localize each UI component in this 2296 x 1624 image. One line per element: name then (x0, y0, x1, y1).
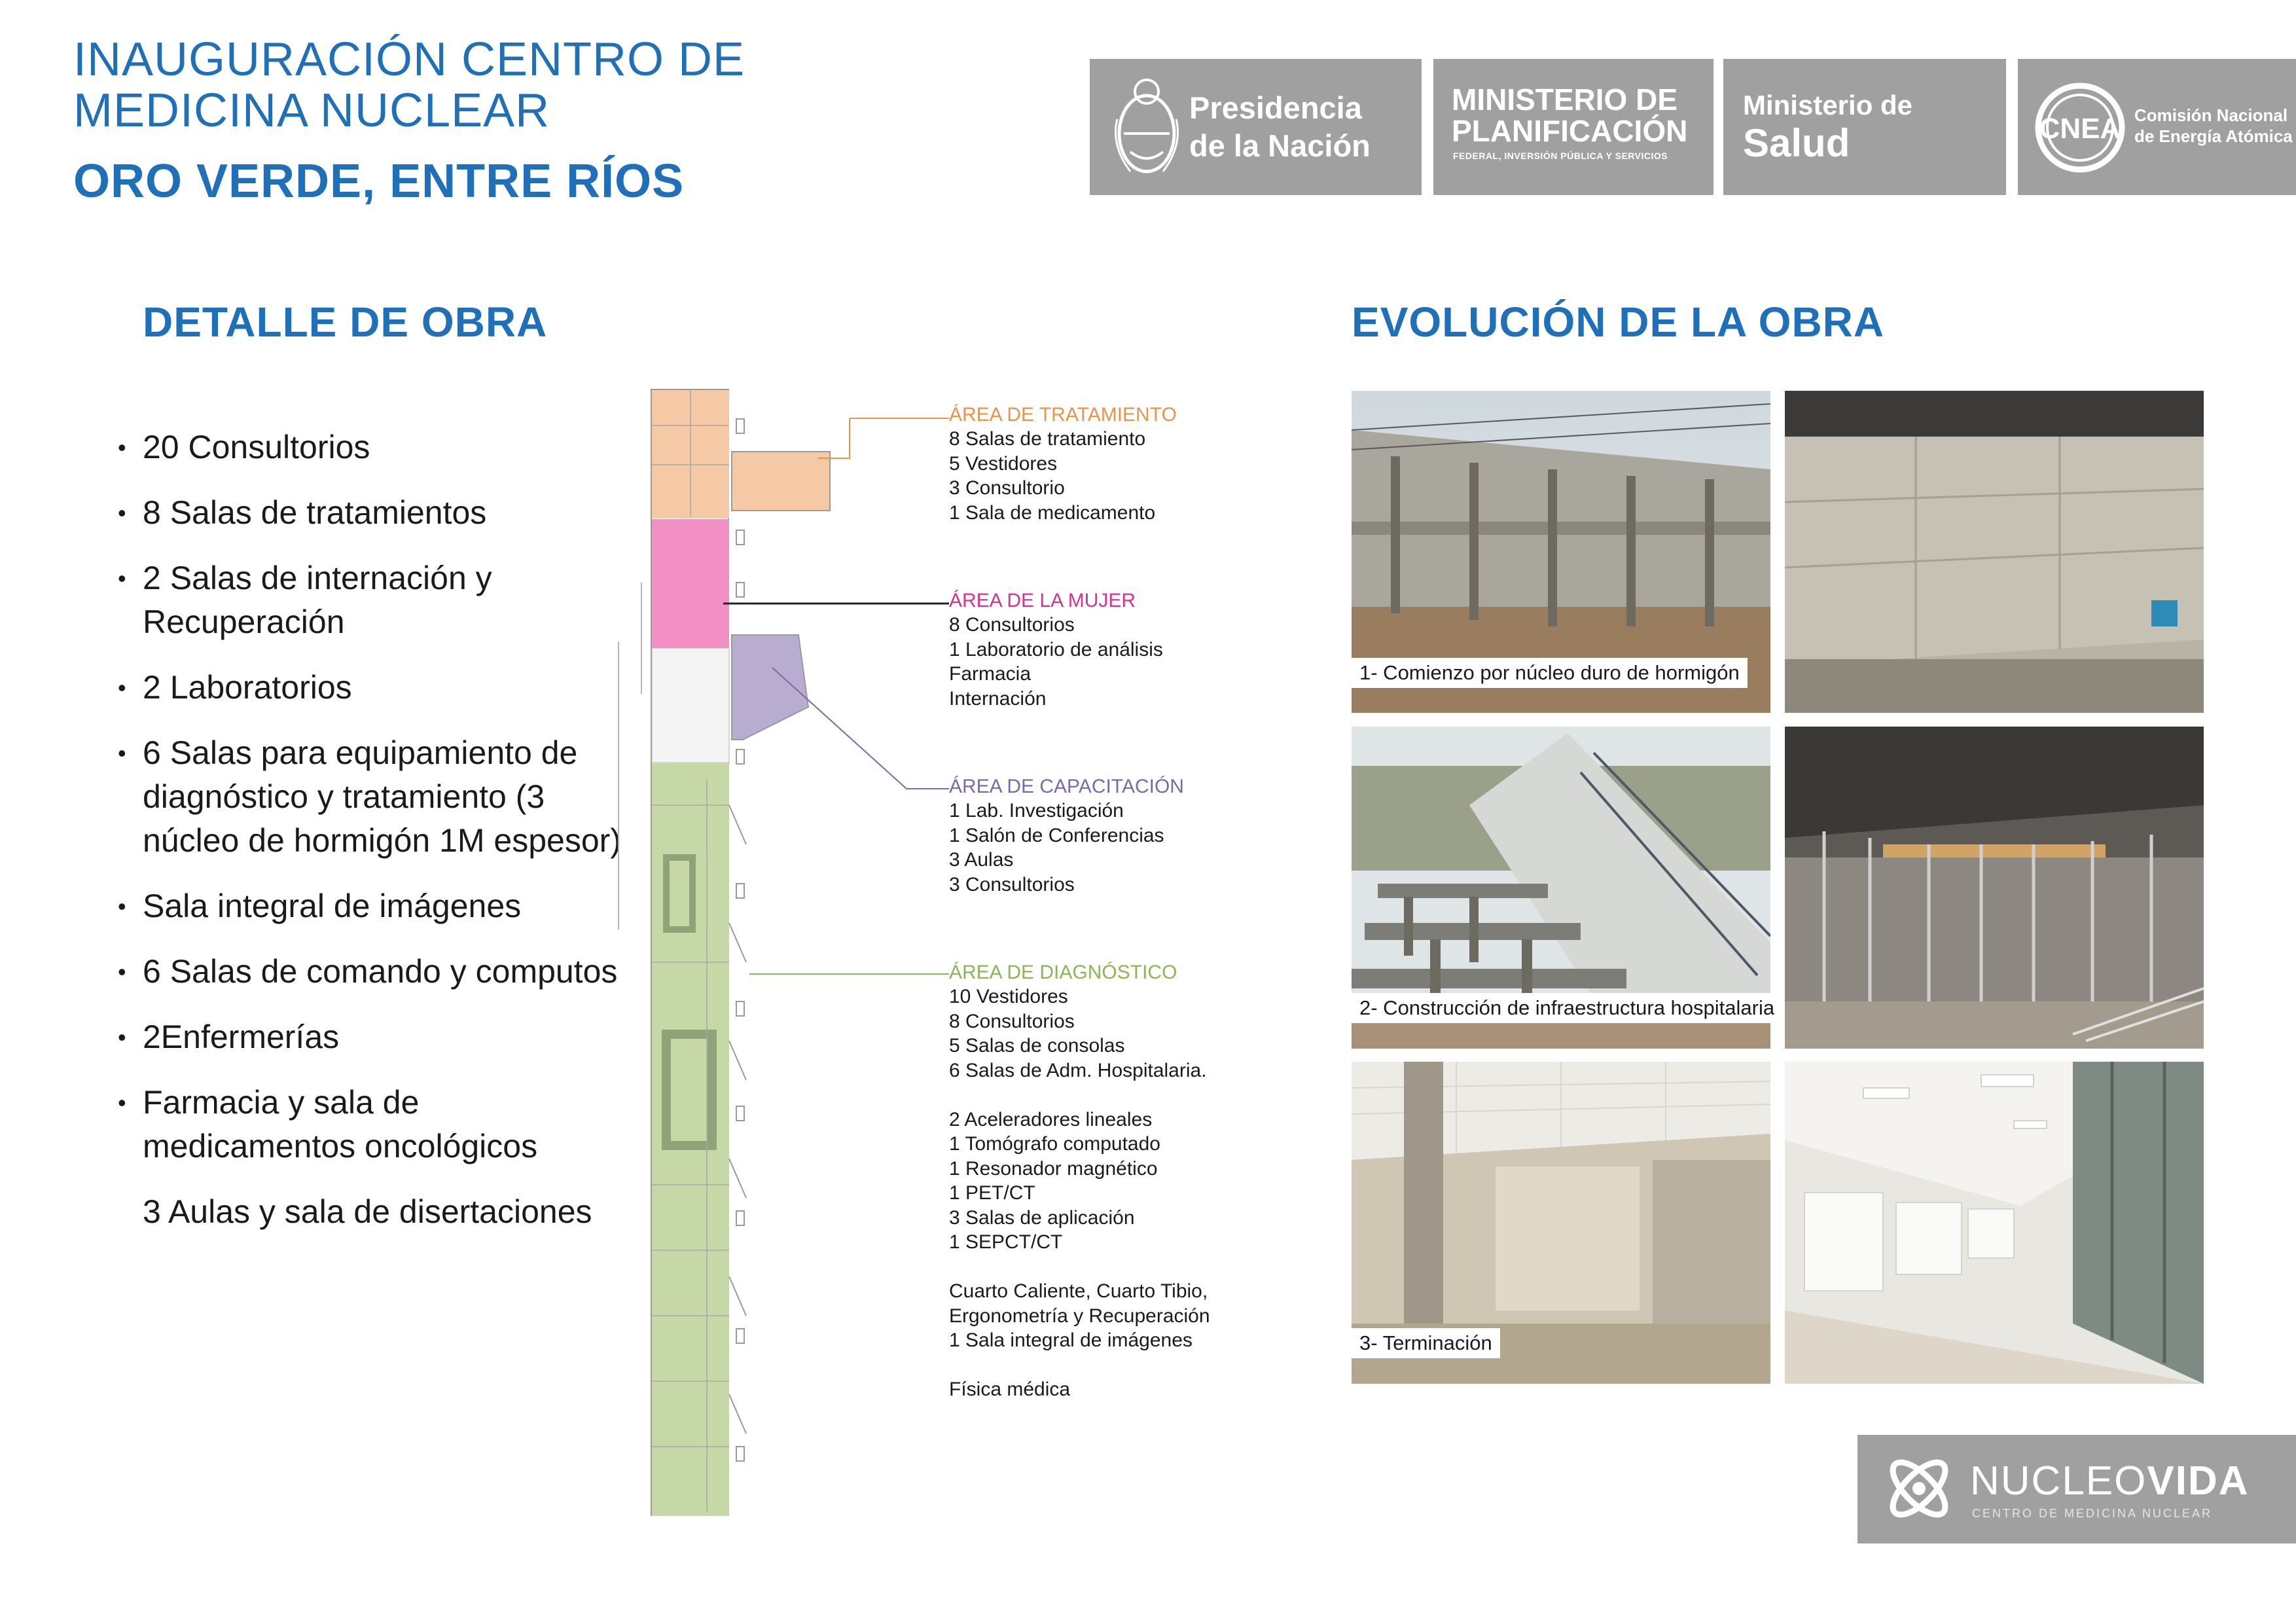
area-line-item: 5 Vestidores (949, 452, 1058, 475)
logo-presidencia (1090, 59, 1422, 195)
bullet-item: • 6 Salas de comando y computos (124, 950, 635, 994)
bullet-item: • 2 Laboratorios (124, 666, 635, 710)
area-lines (949, 799, 1289, 897)
title-line-1: INAUGURACIÓN CENTRO DE (73, 33, 745, 86)
section-evolucion-title: EVOLUCIÓN DE LA OBRA (1352, 298, 1885, 346)
area-line-item: Farmacia (949, 663, 1031, 685)
presidencia-line-2: de la Nación (1189, 128, 1371, 163)
area-line-item: 1 Resonador magnético (949, 1157, 1158, 1180)
plan-zone-mujer (652, 519, 729, 648)
area-line-item: Cuarto Caliente, Cuarto Tibio, (949, 1280, 1208, 1302)
area-tratamiento (949, 403, 1289, 525)
bullet-item: • 6 Salas para equipamiento de diagnóstico y tratamiento (3 núcleo de hormigón 1M espesor) (124, 731, 635, 863)
area-line-item: 1 Tomógrafo computado (949, 1133, 1160, 1155)
area-lines (949, 427, 1289, 525)
area-line-item: 1 SEPCT/CT (949, 1231, 1063, 1253)
area-lines (949, 613, 1289, 711)
logo-nucleovida (1857, 1435, 2296, 1543)
area-line-item: 5 Salas de consolas (949, 1035, 1125, 1056)
planificacion-line-2: PLANIFICACIÓN (1452, 114, 1688, 148)
photo-caption-2: 2- Construcción de infraestructura hospitalaria (1352, 993, 1782, 1023)
area-line-item: 2 Aceleradores lineales (949, 1108, 1153, 1130)
area-line-item: 1 PET/CT (949, 1182, 1035, 1204)
area-line-item: Física médica (949, 1379, 1071, 1400)
svg-text:CNEA: CNEA (2039, 113, 2121, 145)
photo-concrete-wall (1785, 391, 2204, 713)
area-line-item: 8 Salas de tratamiento (949, 428, 1146, 450)
bullet-item: • Farmacia y sala de medicamentos oncológicos (124, 1081, 635, 1168)
area-line-item: 3 Consultorios (949, 873, 1075, 895)
area-line-item: 6 Salas de Adm. Hospitalaria. (949, 1059, 1207, 1081)
salud-line-1: Ministerio de (1743, 90, 1913, 120)
area-line-item: Internación (949, 687, 1047, 710)
photo-caption-1: 1- Comienzo por núcleo duro de hormigón (1352, 658, 1748, 688)
plan-zone-capacitacion (732, 635, 808, 740)
area-line-item (949, 1353, 1289, 1378)
planificacion-line-3: FEDERAL, INVERSIÓN PÚBLICA Y SERVICIOS (1453, 151, 1668, 161)
bullet-item: 3 Aulas y sala de disertaciones (143, 1193, 592, 1230)
area-line-item: 1 Sala de medicamento (949, 501, 1156, 524)
area-line-item: 8 Consultorios (949, 1010, 1075, 1032)
cnea-line-2: de Energía Atómica (2134, 126, 2293, 146)
area-line-item: 3 Aulas (949, 849, 1014, 871)
nucleovida-name: NUCLEOVIDA (1970, 1458, 2250, 1504)
area-line-item: 8 Consultorios (949, 614, 1075, 636)
cnea-line-1: Comisión Nacional (2134, 105, 2288, 125)
subtitle: ORO VERDE, ENTRE RÍOS (73, 155, 685, 208)
photo-finished-hallway (1785, 1062, 2204, 1384)
title-line-2: MEDICINA NUCLEAR (73, 84, 550, 137)
planificacion-line-1: MINISTERIO DE (1452, 82, 1678, 117)
bullet-item: • 20 Consultorios (124, 425, 635, 469)
section-detalle-title: DETALLE DE OBRA (143, 298, 548, 346)
photo-caption-3: 3- Terminación (1352, 1328, 1500, 1358)
floor-plan-diagram (609, 386, 949, 1519)
area-title: ÁREA DE LA MUJER (949, 590, 1136, 611)
atom-icon (1880, 1449, 1958, 1528)
nucleovida-tagline: CENTRO DE MEDICINA NUCLEAR (1972, 1507, 2213, 1520)
photo-interior-framing (1785, 727, 2204, 1049)
area-diagnostico (949, 960, 1289, 1402)
area-line-item: 3 Consultorio (949, 477, 1065, 499)
bullet-item: • 2 Salas de internación y Recuperación (124, 556, 635, 644)
coat-of-arms-icon (1111, 73, 1183, 181)
logo-cnea (2018, 59, 2296, 195)
area-title: ÁREA DE CAPACITACIÓN (949, 776, 1184, 797)
presidencia-line-1: Presidencia (1189, 90, 1362, 125)
area-line-item: Ergonometría y Recuperación (949, 1305, 1210, 1327)
salud-line-2: Salud (1743, 121, 1850, 165)
logo-salud (1723, 59, 2006, 195)
plan-zone-tratamiento-wing (732, 452, 830, 511)
area-mujer (949, 588, 1289, 711)
area-line-item: 3 Salas de aplicación (949, 1206, 1135, 1229)
cnea-emblem-icon (2031, 80, 2129, 175)
area-capacitacion (949, 774, 1289, 897)
area-line-item (949, 1083, 1289, 1108)
area-title: ÁREA DE DIAGNÓSTICO (949, 962, 1177, 983)
area-line-item: 1 Laboratorio de análisis (949, 638, 1163, 660)
detail-bullet-list (124, 425, 635, 1255)
area-line-item (949, 1255, 1289, 1280)
area-line-item: 1 Sala integral de imágenes (949, 1329, 1193, 1351)
area-lines (949, 984, 1289, 1402)
bullet-item: • Sala integral de imágenes (124, 884, 635, 928)
area-line-item: 1 Salón de Conferencias (949, 824, 1164, 846)
area-line-item: 1 Lab. Investigación (949, 800, 1124, 821)
area-line-item: 10 Vestidores (949, 986, 1068, 1007)
logo-planificacion (1433, 59, 1713, 195)
bullet-item: • 2Enfermerías (124, 1015, 635, 1059)
area-title: ÁREA DE TRATAMIENTO (949, 404, 1177, 425)
bullet-item: • 8 Salas de tratamientos (124, 491, 635, 535)
